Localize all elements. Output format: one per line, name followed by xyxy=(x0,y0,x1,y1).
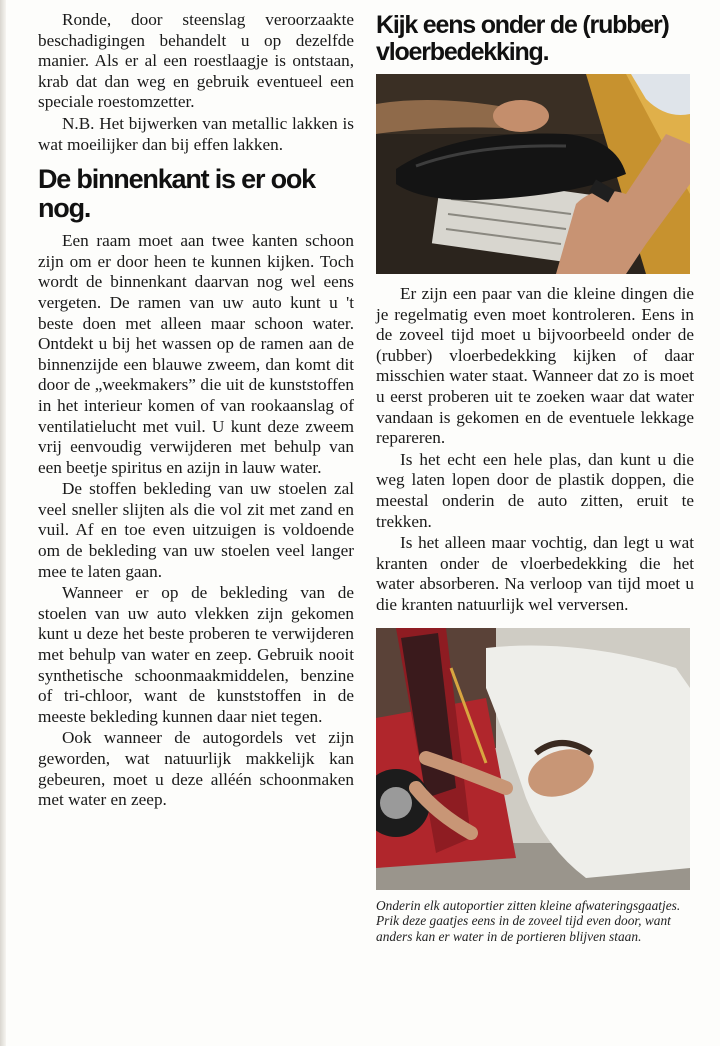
body-paragraph-puddle: Is het echt een hele plas, dan kunt u die weg laten lopen door de plastik doppen, die meestal onderin de auto zitten, eruit te trekken. xyxy=(376,449,694,531)
photo-floor-mat xyxy=(376,74,690,274)
photo-caption: Onderin elk autoportier zitten kleine afwateringsgaatjes. Prik deze gaatjes eens in de zoveel tijd even door, want anders kan er water in de portieren blijven staan. xyxy=(376,897,681,944)
section-heading-interior: De binnenkant is er ook nog. xyxy=(38,164,315,224)
body-paragraph-windows: Een raam moet aan twee kanten schoon zijn om er door heen te kunnen kijken. Toch wordt de binnenkant daarvan nog wel eens vergeten. De ramen van uw auto kunt u 't beste doen met alleen maar schoon water. Ontdekt u bij het wassen op de ramen aan de binnenzijde een blauwe zweem, dan komt dit door de „weekmakers” die uit de kunststoffen in het interieur komen of van rookaanslag of ventilatielucht met vuil. U kunt deze zweem vrij eenvoudig verwijderen met behulp van een beetje spiritus en azijn in lauw water. xyxy=(38,231,354,477)
body-paragraph-check-floor: Er zijn een paar van die kleine dingen die je regelmatig even moet kontroleren. Eens in de zoveel tijd moet u bijvoorbeeld onder de (rubber) vloerbedekking kijken of daar misschien water staat. Wanneer dat zo is moet u eerst proberen uit te zoeken waar dat water vandaan is gekomen en de eventuele lekkage repareren. xyxy=(376,284,694,448)
floor-mat-illustration xyxy=(376,74,690,274)
photo-car-door-drain xyxy=(376,628,690,890)
right-column xyxy=(376,12,694,944)
intro-paragraph-1: Ronde, door steenslag veroorzaakte beschadigingen behandelt u op dezelfde manier. Als er al een roestlaagje is ontstaan, krab dat dan weg en gebruik eventueel een speciale roestomzetter. xyxy=(38,10,354,112)
car-door-illustration xyxy=(376,628,690,890)
page-spine-shadow xyxy=(0,0,6,1046)
body-paragraph-upholstery: De stoffen bekleding van uw stoelen zal veel sneller slijten als die vol zit met zand en vuil. Af en toe even uitzuigen is voldoende om de bekleding van uw stoelen veel langer mee te laten gaan. xyxy=(38,479,354,581)
left-column xyxy=(38,10,354,811)
body-paragraph-seatbelts: Ook wanneer de autogordels vet zijn geworden, wat natuurlijk makkelijk kan gebeuren, moet u deze alléén schoonmaken met water en zeep. xyxy=(38,728,354,810)
body-paragraph-stains: Wanneer er op de bekleding van de stoelen van uw auto vlekken zijn gekomen kunt u deze het beste proberen te verwijderen met behulp van water en zeep. Gebruik nooit synthetische schoonmaakmiddelen, benzine of tri-chloor, want de kunststoffen in de meeste bekleding kunnen daar niet tegen. xyxy=(38,583,354,726)
intro-paragraph-2: N.B. Het bijwerken van metallic lakken is wat moeilijker dan bij effen lakken. xyxy=(38,113,354,154)
section-heading-floor-mat: Kijk eens onder de (rubber) vloerbedekking. xyxy=(376,11,669,66)
body-paragraph-damp: Is het alleen maar vochtig, dan legt u wat kranten onder de vloerbedekking die het water absorberen. Na verloop van tijd moet u die kranten natuurlijk wel verversen. xyxy=(376,533,694,614)
